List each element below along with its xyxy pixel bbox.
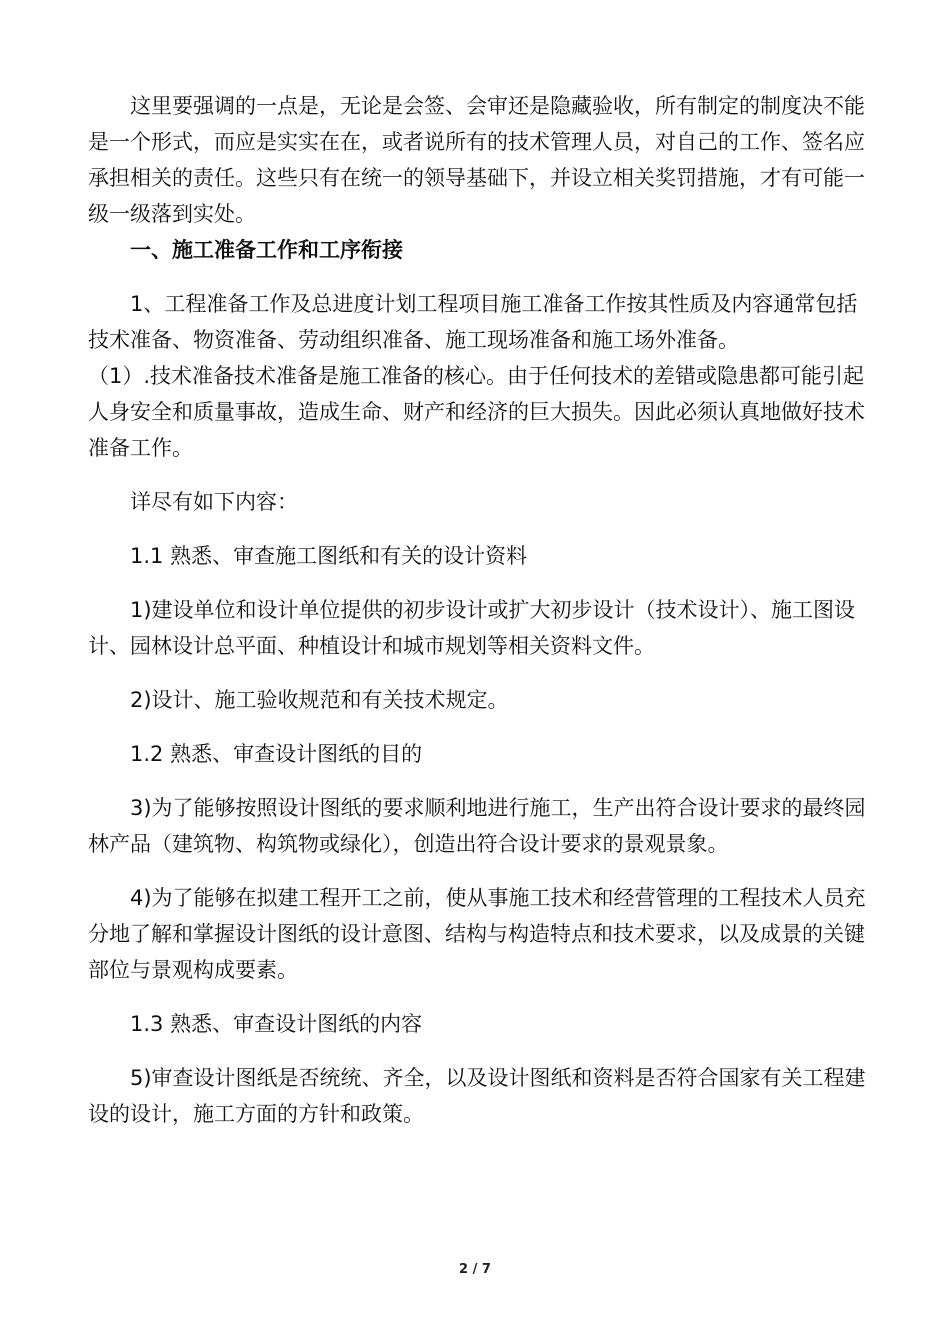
paragraph-preparation-overview: 1、工程准备工作及总进度计划工程项目施工准备工作按其性质及内容通常包括技术准备、物资准备、劳动组织准备、施工现场准备和施工场外准备。 [88, 292, 858, 352]
list-item-1: 1)建设单位和设计单位提供的初步设计或扩大初步设计（技术设计）、施工图设计、园林设计总平面、种植设计和城市规划等相关资料文件。 [88, 598, 856, 658]
section-heading-1: 一、施工准备工作和工序衔接 [130, 238, 403, 262]
subheading-1-1: 1.1 熟悉、审查施工图纸和有关的设计资料 [130, 544, 528, 568]
document-body [88, 88, 868, 1132]
list-item-2: 2)设计、施工验收规范和有关技术规定。 [130, 688, 509, 712]
paragraph-technical-preparation: （1）.技术准备技术准备是施工准备的核心。由于任何技术的差错或隐患都可能引起人身安全和质量事故，造成生命、财产和经济的巨大损失。因此必须认真地做好技术准备工作。 [88, 364, 865, 460]
page-number: 2 / 7 [459, 1262, 491, 1277]
list-item-5: 5)审查设计图纸是否统统、齐全，以及设计图纸和资料是否符合国家有关工程建设的设计，施工方面的方针和政策。 [88, 1066, 866, 1126]
list-item-4: 4)为了能够在拟建工程开工之前，使从事施工技术和经营管理的工程技术人员充分地了解和掌握设计图纸的设计意图、结构与构造特点和技术要求，以及成景的关键部位与景观构成要素。 [88, 886, 866, 982]
paragraph-details-intro: 详尽有如下内容： [130, 490, 298, 514]
list-item-3: 3)为了能够按照设计图纸的要求顺利地进行施工，生产出符合设计要求的最终园林产品（建筑物、构筑物或绿化），创造出符合设计要求的景观景象。 [88, 796, 866, 856]
subheading-1-2: 1.2 熟悉、审查设计图纸的目的 [130, 742, 423, 766]
subheading-1-3: 1.3 熟悉、审查设计图纸的内容 [130, 1012, 423, 1036]
paragraph-emphasis: 这里要强调的一点是，无论是会签、会审还是隐藏验收，所有制定的制度决不能是一个形式，而应是实实在在，或者说所有的技术管理人员，对自己的工作、签名应承担相关的责任。这些只有在统一的领导基础下，并设立相关奖罚措施，才有可能一级一级落到实处。 [88, 94, 865, 226]
